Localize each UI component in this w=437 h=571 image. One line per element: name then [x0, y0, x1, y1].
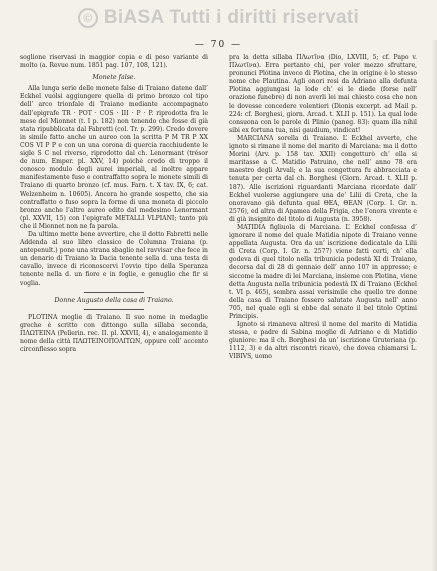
section-divider	[84, 292, 144, 293]
paragraph: Alla lunga serie delle monete false di Traiano datene dall’ Eckhel vuolsi aggiungere quella di primo bronzo col tipo dell’ arco trionfale di Traiano mediante accompagnato dall’epigrafe TR · POT · COS · III · P · P. riprodotta fra le mese del Mionnet (t. I p. 182) non tenendo che fosse di già stata ripubblicata dal Fabretti (col. Tr. p. 299). Credo dovere in simile fatto anche un aureo con la scritta P M TR P XX COS VI P P e con un una corona di quercia racchiudente le sigle S C nel riverso, riprodotto dal ch. Lenormant (trésor de num. Emper. pl. XXV, 14) poichè credo di troppo il conosco modulo degli aurei imperiali, al inoltre appare manifestamente fuso e contraffatto sopra le monete simili di Traiano di quarto bronzo (cf. mus. Farn. t. X tav. IX, 6; cat. Welzenheim n. 10605). Ancora ho grande sospetto, che sia contraffatto o fuso sopra la forme di una moneta di piccolo bronzo anche l’altro aureo edito dal medesimo Lenormant (pl. XXVII, 15) con l’epigrafe METALLI VLPIANI; tanto più che il Mionnet non ne fa parola.	[20, 85, 208, 230]
section-divider	[84, 309, 144, 310]
paragraph: PLOTINA moglie di Traiano. Il suo nome in medaglie greche è scritto con dittongo sulla sillaba seconda, ΠΛΩΤΕΙΝΑ (Pellerin. rec. II. pl. XXVII, 4), e analogamente il nome della città ΠΛΩΤΕΙΝΟΠΟΛΙΤΩΝ, oppure coll’ accento circonflesso sopra	[20, 313, 208, 354]
paragraph: soglione riservasi in maggior copia e di peso variante di molto (a. Revue num. 1851 pag. 107, 108, 121).	[20, 54, 208, 70]
copyright-watermark	[0, 0, 437, 36]
right-column	[229, 54, 417, 566]
left-column	[20, 54, 208, 566]
paragraph: MARCIANA sorella di Traiano. L’ Eckhel avverte, che ignoto si rimane il nome del marito di Marciana: ma il dotto Morini (Arv. p. 158 tav. XXII) congetturò ch’ ella si maritasse a C. Matidio Patruino, che nell’ anno 78 era maestro degli Arvali; e la sua congettura fu abbracciata e tenuta per certa dal ch. Borghesi (Giorn. Arcad. t. XLII p. 187). Alle iscrizioni riguardanti Marciana ricordate dall’ Eckhel vuolerse aggiungere una de’ Lilii di Creta, che la onoravano già defunta qual ΘΕΑ, ΘΕΑΝ (Corp. I. Gr. n. 2576), ed altra di Apamea della Frigia, che l’onora vivente e di già insignito del titolo di Augusta (n. 3958).	[229, 134, 417, 223]
section-heading-augustae: Donne Augusto della casa di Traiano.	[54, 296, 174, 304]
paragraph: Ignoto si rimaneva altresì il nome del marito di Matidia stessa, e padre di Sabina moglie di Adriano e di Matidio giuniore: ma il ch. Borghesi da un’ iscrizione Gruteriana (p. 1112, 3) e da altri riscontri ricavò, che dovea chiamarsi L. VIBIVS, uomo	[229, 321, 417, 361]
section-heading-false-coins: Monete false.	[92, 74, 136, 82]
page-number: — 70 —	[194, 40, 243, 50]
paragraph: MATIDIA figliuola di Marciana. L’ Eckhel confessa d’ ignorare il nome del quale Matidia nipote di Traiano venne appellata Augusta. Ora da un’ iscrizione dedicatale da Lilii di Creta (Corp. I. Gr. n. 2577) viene fatti certi, ch’ ella godeva di quel titolo nella tribunicia podestà XI di Traiano, decorsa dal di 28 di gennaio dell’ anno 107 in appresso; e siccome la madre di lei Marciana, insieme con Plotina, viene detta Augusta nella tribunicia podestà IX di Traiano (Eckhel t. VI p. 465), sembra assai verisimile che quello tre donne della casa di Traiano fossero salutate Augusta nell’ anno 705, nel quale egli si ebbe dal senato il bel titolo Optimi Principis.	[229, 223, 417, 320]
paragraph: Da ultimo mette bene avvertire, che il dotto Fabretti nelle Addenda al suo libro classico de Columna Traiana (p. antepenult.) pone una strana sbaglio nel ravvisar che fece in un denario di Traiano la Dacia tenente sella d. una testa di cavallo, invece di riconoscervi l’ovvio tipo della Speranza tenente nella d. un fiore e in foglie, e genuglio che fir si voglia.	[20, 230, 208, 287]
watermark-text: BiASA Tutti i diritti riservati	[103, 7, 360, 28]
page-edge-shadow	[431, 40, 437, 571]
copyright-icon: ©	[78, 8, 98, 28]
paragraph: pra la detta sillaba ΠΛωτῖνα (Dio, LXVIII, 5; cf. Papo v. Πλωτῖνα). Erra pertanto chi, per voler mezzo sfruttare, pronunci Plótina invece di Plotína, che in origine è lo stesso nome che Plautina. Agli onori resi da Adriano alla defunta Plotina aggiungasi la lode ch’ ei le diede (forse nell’ orazione funebre) di non averli lei mai chiesto cosa che non le dovesse concedere volentieri (Dionis excerpt. ad Mail p. 224: cf. Borghesi, giorn. Arcad. t. XLII p. 151). La qual lode consuona con le parole di Plinio (paneg. 83): quam illa nihil sibi ex fortuna tua, nisi gaudium, vindicat!	[229, 54, 417, 134]
